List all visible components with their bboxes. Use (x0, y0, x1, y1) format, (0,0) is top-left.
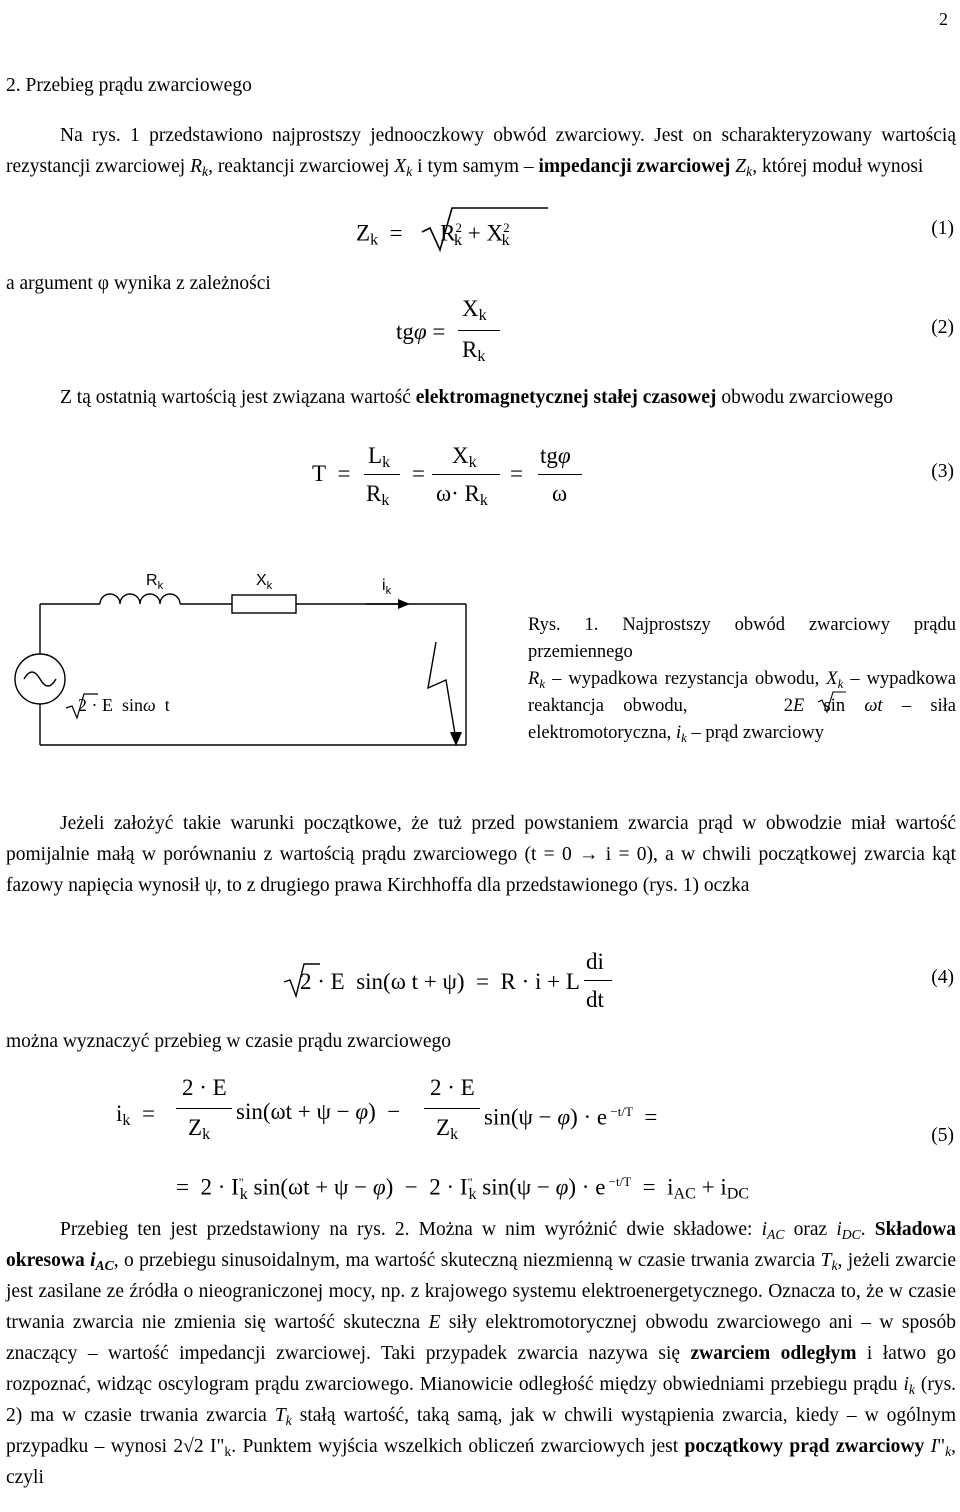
equation-4: 2 · E sin(ω t + ψ) = R · i + L (300, 969, 580, 994)
assumption-paragraph: Jeżeli założyć takie warunki początkowe, że tuż przed powstaniem zwarcia prąd w obwodzie miał wartość pomijalnie małą w porównaniu z wartością prądu zwarciowego (t = 0 → i = 0), a w chwili początkowej zwarcia kąt fazowy napięcia wynosił ψ, to z drugiego prawa Kirchhoffa dla przedstawionego (rys. 1) oczka (6, 813, 956, 896)
equation-5-line-2: = $2 \cdot I^"_k$ $\sin(\omega t + \psi - \varphi) - 2 \cdot I^"_k$ sin(ψ − φ) · e $^{-t/T} = i_{AC} + i_{DC}$ (176, 1174, 750, 1203)
current-arrow-icon (398, 599, 410, 609)
argument-text: a argument φ wynika z zależności (6, 273, 271, 294)
equation-1: $Z_k = R^2_k + X^2_k$ (356, 220, 510, 249)
eq3-num-1: $L_k$ (368, 443, 391, 471)
fraction-line (432, 474, 500, 475)
eq-number-3: (3) (931, 461, 954, 482)
page-number: 2 (939, 9, 948, 29)
equation-5-line-1: $i_k$ = (116, 1101, 155, 1129)
fraction-line (538, 474, 582, 475)
eq-number-1: (1) (931, 218, 954, 239)
eq3-den-3: ω (552, 481, 568, 506)
fraction-line (458, 330, 500, 331)
circuit-label-x: $X_k$ (256, 572, 273, 592)
eq3-den-2: $\omega\cdot R_k$ (436, 481, 488, 509)
equation-2-lhs: tgφ = (396, 319, 446, 344)
eq-number-2: (2) (931, 317, 954, 338)
fraction-line (424, 1108, 480, 1109)
eq3-num-2: $X_k$ (452, 443, 477, 471)
figure-caption: Rys. 1. Najprostszy obwód zwarciowy prądu przemiennego $R_k$ – wypadkowa rezystancja obwodu, $X_k$ – wypadkowa reaktancja obwodu, 2E sin ωt – siła elektromotoryczna, $i_k$ – prąd zwarciowy (528, 615, 957, 745)
fault-symbol-icon (428, 642, 456, 740)
eq-number-4: (4) (931, 967, 954, 988)
time-constant-paragraph: Z tą ostatnią wartością jest związana wartość elektromagnetycznej stałej czasowej obwodu zwarciowego (60, 387, 893, 408)
equation-3-lhs: T = (312, 461, 351, 486)
eq-number-5: (5) (931, 1125, 954, 1146)
course-text: można wyznaczyć przebieg w czasie prądu zwarciowego (6, 1031, 452, 1052)
equation-2-den: $R_k$ (462, 337, 486, 365)
final-paragraph: Przebieg ten jest przedstawiony na rys. 2. Można w nim wyróżnić dwie składowe: $i_{AC}$ oraz $i_{DC}$. Składowa okresowa $i_{AC}$, o przebiegu sinusoidalnym, ma wartość skuteczną niezmienną w czasie trwania zwarcia $T_k$, jeżeli zwarcie jest zasilane ze źródła o nieograniczonej mocy, np. z krajowego systemu elektroenergetycznego. Oznacza to, że w czasie trwania zwarcia nie zmienia się wartość skuteczna E siły elektromotorycznej obwodu zwarciowego ani – w sposób znaczący – wartość impedancji zwarciowej. Taki przypadek zwarcia nazywa się zwarciem odległym i łatwo go rozpoznać, widząc oscylogram prądu zwarciowego. Mianowicie odległość między obwiedniami przebiegu prądu $i_k$ (rys. 2) ma w czasie trwania zwarcia $T_k$ stałą wartość, taką samą, jak w chwili wystąpienia zwarcia, kiedy – w ogólnym przypadku – wynosi 2√2 $I"_k$. Punktem wyjścia wszelkich obliczeń zwarciowych jest początkowy prąd zwarciowy $I"_k$, czyli (6, 1219, 957, 1488)
eq3-den-1: $R_k$ (366, 481, 390, 509)
intro-paragraph: Na rys. 1 przedstawiono najprostszy jednooczkowy obwód zwarciowy. Jest on scharakteryzowany wartością rezystancji zwarciowej $R_k$, reaktancji zwarciowej $X_k$ i tym samym – impedancji zwarciowej $Z_k$, której moduł wynosi (6, 125, 956, 179)
equation-2-num: $X_k$ (462, 296, 487, 324)
fraction-line (364, 474, 400, 475)
fraction-line (584, 980, 612, 981)
fraction-line (176, 1108, 232, 1109)
circuit-label-i: $i_k$ (382, 577, 392, 597)
sqrt-sign-1 (420, 204, 550, 254)
circuit-label-r: $R_k$ (146, 572, 164, 592)
eq3-num-3: tgφ (540, 443, 571, 468)
section-title: 2. Przebieg prądu zwarciowego (6, 75, 252, 96)
source-label: 2 · E sinω t (78, 695, 170, 715)
